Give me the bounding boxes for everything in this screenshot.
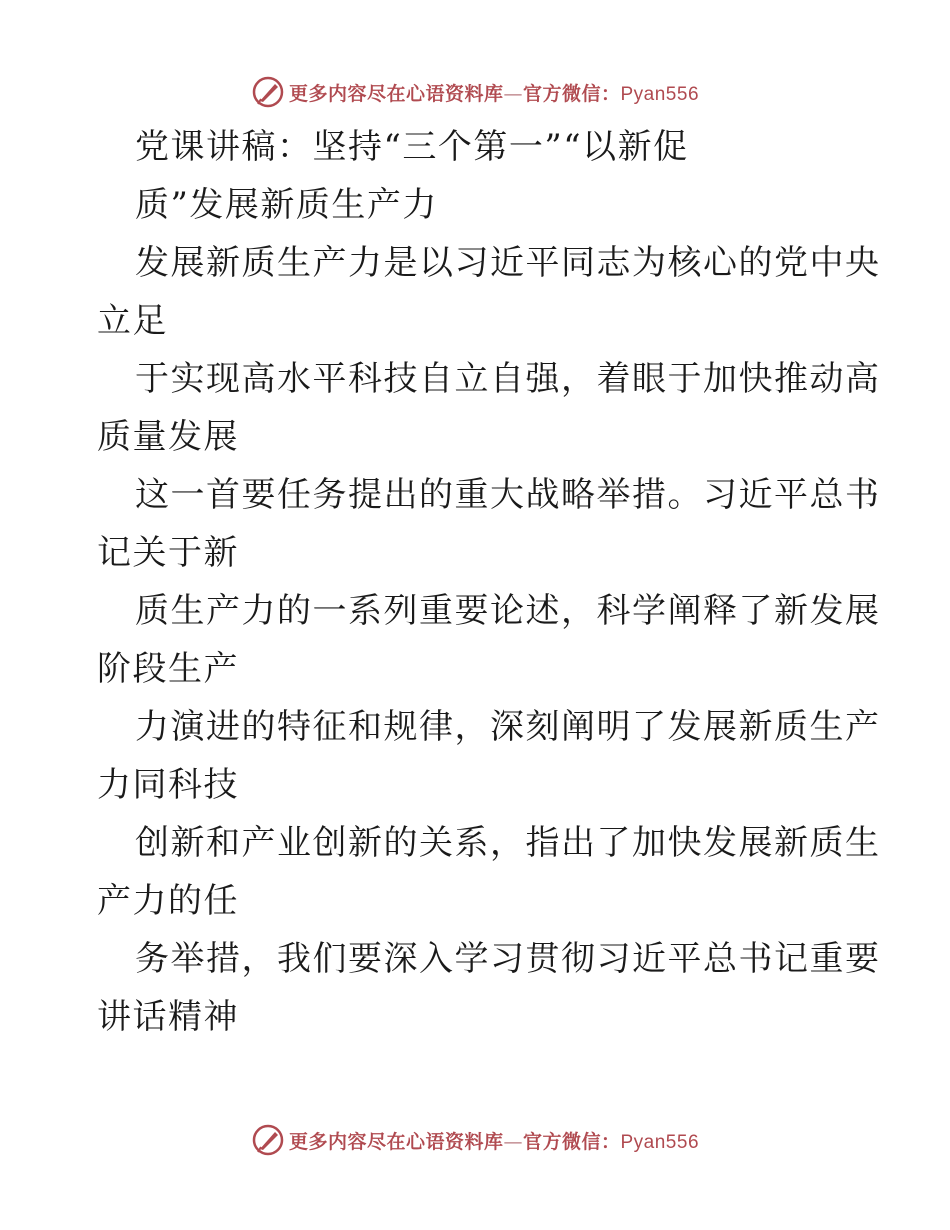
footer-banner-text [289,1127,699,1154]
quill-logo-icon [251,75,285,109]
banner-main-text: 更多内容尽在心语资料库 [288,1130,504,1153]
body-line: 力演进的特征和规律，深刻阐明了发展新质生产 [135,707,881,747]
banner-contact-text: 官方微信： [522,1130,621,1153]
body-line: 务举措，我们要深入学习贯彻习近平总书记重要 [135,939,881,979]
title-line-2: 质”发展新质生产力 [135,185,438,225]
header-banner-text [289,79,699,106]
footer-banner [0,1120,950,1160]
banner-contact-text: 官方微信： [522,82,621,105]
title-line-1: 党课讲稿：坚持“三个第一”“以新促 [135,127,689,167]
body-line: 阶段生产 [97,649,239,689]
banner-handle: Pyan556 [620,1131,700,1153]
body-line: 创新和产业创新的关系，指出了加快发展新质生 [135,823,881,863]
banner-handle: Pyan556 [620,83,700,105]
document-body [97,118,881,1046]
body-line: 力同科技 [97,765,239,805]
header-banner [0,72,950,112]
body-line: 质生产力的一系列重要论述，科学阐释了新发展 [135,591,881,631]
body-line: 质量发展 [97,417,239,457]
banner-separator: — [503,82,523,105]
body-line: 产力的任 [97,881,239,921]
body-line: 这一首要任务提出的重大战略举措。习近平总书 [135,475,881,515]
body-line: 讲话精神 [97,997,239,1037]
body-line: 立足 [97,301,168,341]
quill-logo-icon [251,1123,285,1157]
banner-separator: — [503,1130,523,1153]
body-line: 发展新质生产力是以习近平同志为核心的党中央 [135,243,881,283]
body-line: 于实现高水平科技自立自强，着眼于加快推动高 [135,359,881,399]
body-line: 记关于新 [97,533,239,573]
banner-main-text: 更多内容尽在心语资料库 [288,82,504,105]
